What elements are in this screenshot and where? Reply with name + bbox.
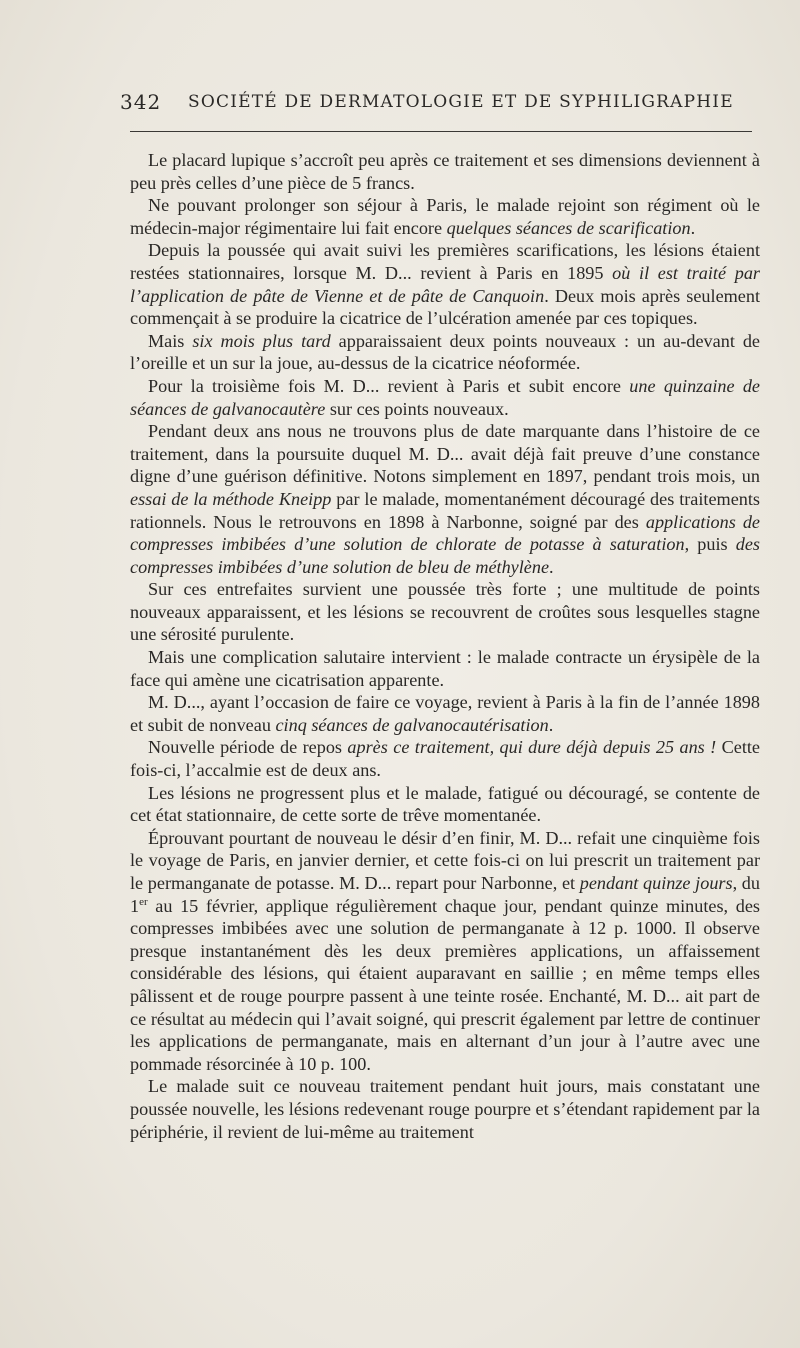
text-run: . Deux mois après seulement commençait à se produire la cicatrice de l’ulcération amenée par ces topiques.	[130, 285, 761, 329]
paragraph	[130, 149, 760, 194]
text-run: Les lésions ne progressent plus et le malade, fatigué ou découragé, se contente de cet état stationnaire, de cette sorte de trêve momentanée.	[130, 782, 760, 826]
text-run: Le malade suit ce nouveau traitement pendant huit jours, mais constatant une poussée nouvelle, les lésions redevenant rouge pourpre et s’étendant rapidement par la périphérie, il revient de lui-même au traitement	[130, 1076, 760, 1142]
italic-text: où il est traité par l’application de pâte de Vienne et de pâte de Canquoin	[130, 262, 760, 306]
text-run: sur ces points nouveaux.	[325, 398, 509, 419]
text-run: Éprouvant pourtant de nouveau le désir d’en finir, M. D... refait une cinquième fois le voyage de Paris, en janvier dernier, et cette fois-ci on lui prescrit un traitement par le permanganate de potasse. M. D... repart pour Narbonne, et	[130, 827, 760, 893]
text-run: Depuis la poussée qui avait suivi les premières scarifications, les lésions étaient restées stationnaires, lorsque M. D... revient à Paris en 1895	[130, 240, 760, 283]
page-number: 342	[120, 90, 162, 114]
italic-text: essai de la méthode Kneipp	[130, 488, 332, 509]
paragraph	[130, 194, 760, 239]
italic-text: six mois plus tard	[192, 330, 331, 351]
paragraph	[130, 578, 760, 646]
text-run: Mais une complication salutaire intervient : le malade contracte un érysipèle de la face qui amène une cicatrisation apparente.	[130, 647, 760, 690]
paragraph	[130, 239, 760, 329]
paragraph	[130, 691, 760, 736]
text-run: Pour la troisième fois M. D... revient à Paris et subit encore	[148, 375, 630, 396]
text-run: par le malade, momentanément découragé des traitements rationnels. Nous le retrouvons en 1898 à Narbonne, soigné par des	[130, 488, 760, 532]
text-run: Mais	[148, 330, 193, 351]
italic-text: après ce traitement, qui dure déjà depuis 25 ans !	[347, 737, 717, 758]
text-run: au 15 février, applique régulièrement chaque jour, pendant quinze minutes, des compresses imbibées avec une solution de permanganate à 12 p. 1000. Il observe presque instantanément dès les deux premières applications, un affaissement considérable des lésions, qui étaient auparavant en saillie ; en même temps elles pâlissent et de rouge pourpre passent à une teinte rosée. Enchanté, M. D... ait part de ce résultat au médecin qui l’avait soigné, qui prescrit également par lettre de continuer les applications de permanganate, mais en alternant d’un jour à l’autre avec une pommade résorcinée à 10 p. 100.	[130, 895, 760, 1074]
paragraph	[130, 827, 760, 1076]
text-run: .	[548, 714, 554, 735]
text-run: Pendant deux ans nous ne trouvons plus de date marquante dans l’histoire de ce traitement, dans la poursuite duquel M. D... avait déjà fait preuve d’une constance digne d’une guérison définitive. Notons simplement en 1897, pendant trois mois, un	[130, 421, 760, 487]
text-run: Nouvelle période de repos	[148, 737, 348, 758]
text-run: Sur ces entrefaites survient une poussée très forte ; une multitude de points nouveaux apparaissent, et les lésions se recouvrent de croûtes sous lesquelles stagne une sérosité purulente.	[130, 579, 760, 645]
superscript: er	[139, 895, 148, 908]
italic-text: une quinzaine de séances de galvanocautère	[130, 375, 761, 419]
text-run: , puis	[684, 534, 736, 555]
italic-text: pendant quinze jours	[579, 873, 733, 893]
paragraph	[130, 420, 760, 578]
text-run: , du 1	[130, 873, 760, 916]
text-run: apparaissaient deux points nouveaux : un au-devant de l’oreille et un sur la joue, au-dessus de la cicatrice néoformée.	[130, 330, 760, 374]
paragraph	[130, 782, 760, 827]
text-run: Le placard lupique s’accroît peu après ce traitement et ses dimensions deviennent à peu près celles d’une pièce de 5 francs.	[130, 150, 760, 193]
page-header	[120, 90, 760, 120]
italic-text: cinq séances de galvanocautérisation	[275, 714, 549, 735]
body-text	[130, 149, 760, 1143]
paragraph	[130, 736, 760, 781]
paragraph	[130, 375, 760, 420]
running-title: SOCIÉTÉ DE DERMATOLOGIE ET DE SYPHILIGRAPHIE	[188, 92, 734, 112]
header-rule	[130, 131, 752, 132]
paragraph	[130, 646, 760, 691]
text-run: Cette fois-ci, l’accalmie est de deux ans.	[130, 737, 760, 781]
text-run: Ne pouvant prolonger son séjour à Paris, le malade rejoint son régiment où le médecin-major régimentaire lui fait encore	[130, 195, 760, 238]
italic-text: applications de compresses imbibées d’une solution de chlorate de potasse à saturation	[130, 511, 760, 555]
text-run: M. D..., ayant l’occasion de faire ce voyage, revient à Paris à la fin de l’année 1898 et subit de nonveau	[130, 692, 760, 735]
italic-text: quelques séances de scarification	[446, 217, 691, 238]
text-run: .	[549, 556, 554, 577]
text-run: .	[690, 217, 696, 238]
italic-text: des compresses imbibées d’une solution de bleu de méthylène	[130, 534, 760, 577]
paragraph	[130, 330, 760, 375]
paragraph	[130, 1075, 760, 1143]
